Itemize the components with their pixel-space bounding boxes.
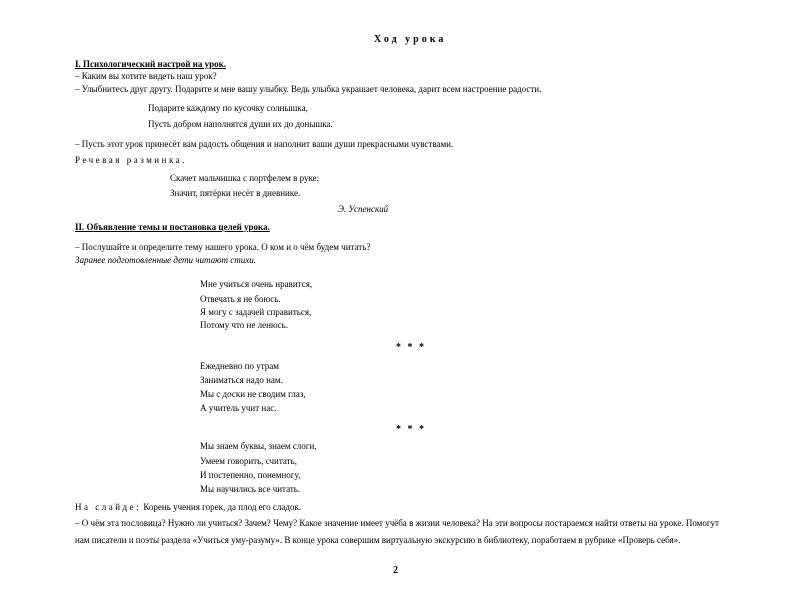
warmup-author: Э. Успенский — [338, 204, 389, 214]
separator-1: * * * — [396, 342, 426, 353]
slide-text: Корень учения горек, да плод его сладок. — [141, 502, 302, 512]
poem1-line-3: Я могу с задачей справиться, — [200, 307, 312, 317]
poem3-line-1: Мы знаем буквы, знаем слоги, — [200, 441, 317, 451]
section1-line-1: – Каким вы хотите видеть наш урок? — [75, 71, 217, 81]
section2-heading: II. Объявление темы и постановка целей урока. — [75, 222, 270, 232]
poem1-line-4: Потому что не ленюсь. — [200, 320, 288, 330]
section1-closing: – Пусть этот урок принесёт вам радость общения и наполнит ваши души прекрасными чувствами. — [75, 139, 454, 149]
warmup-heading: Речевая разминка. — [75, 155, 187, 165]
poem2-line-2: Заниматься надо нам. — [200, 375, 283, 385]
poem2-line-1: Ежедневно по утрам — [200, 361, 279, 371]
warmup-poem-line-2: Значит, пятёрки несёт в дневнике. — [170, 188, 301, 198]
section2-prompt: – Послушайте и определите тему нашего урока. О ком и о чём будем читать? — [75, 242, 371, 252]
poem3-line-3: И постепенно, понемногу, — [200, 470, 301, 480]
section1-poem-line-2: Пусть добром наполнятся души их до донышка. — [148, 119, 333, 129]
slide-label: На слайде: — [75, 502, 142, 512]
final-paragraph: – О чём эта пословица? Нужно ли учиться? Зачем? Чему? Какое значение имеет учёба в жизни человека? На эти вопросы постараемся найти ответы на уроке. Помогут нам писатели и поэты раздела «Учиться уму-разуму». В конце урока совершим виртуальную экскурсию в библиотеку, поработаем в рубрике «Проверь себя». — [75, 518, 719, 545]
page-number: 2 — [393, 565, 398, 576]
poem2-line-4: А учитель учит нас. — [200, 403, 277, 413]
section1-heading: I. Психологический настрой на урок. — [75, 59, 227, 69]
poem1-line-2: Отвечать я не боюсь. — [200, 294, 281, 304]
warmup-poem-line-1: Скачет мальчишка с портфелем в руке: — [170, 173, 320, 183]
poem3-line-2: Умеем говорить, считать, — [200, 456, 297, 466]
poem1-line-1: Мне учиться очень нравится, — [200, 279, 313, 289]
slide-line — [75, 502, 301, 513]
lesson-title: Ход урока — [374, 34, 447, 45]
section1-line-2: – Улыбнитесь друг другу. Подарите и мне вашу улыбку. Ведь улыбка украшает человека, дарит всем настроение радости. — [75, 84, 542, 94]
section1-poem-line-1: Подарите каждому по кусочку солнышка, — [148, 103, 308, 113]
poem3-line-4: Мы научились все читать. — [200, 484, 301, 494]
separator-2: * * * — [396, 424, 426, 435]
section2-note: Заранее подготовленные дети читают стихи. — [75, 255, 256, 265]
poem2-line-3: Мы с доски не сводим глаз, — [200, 389, 306, 399]
